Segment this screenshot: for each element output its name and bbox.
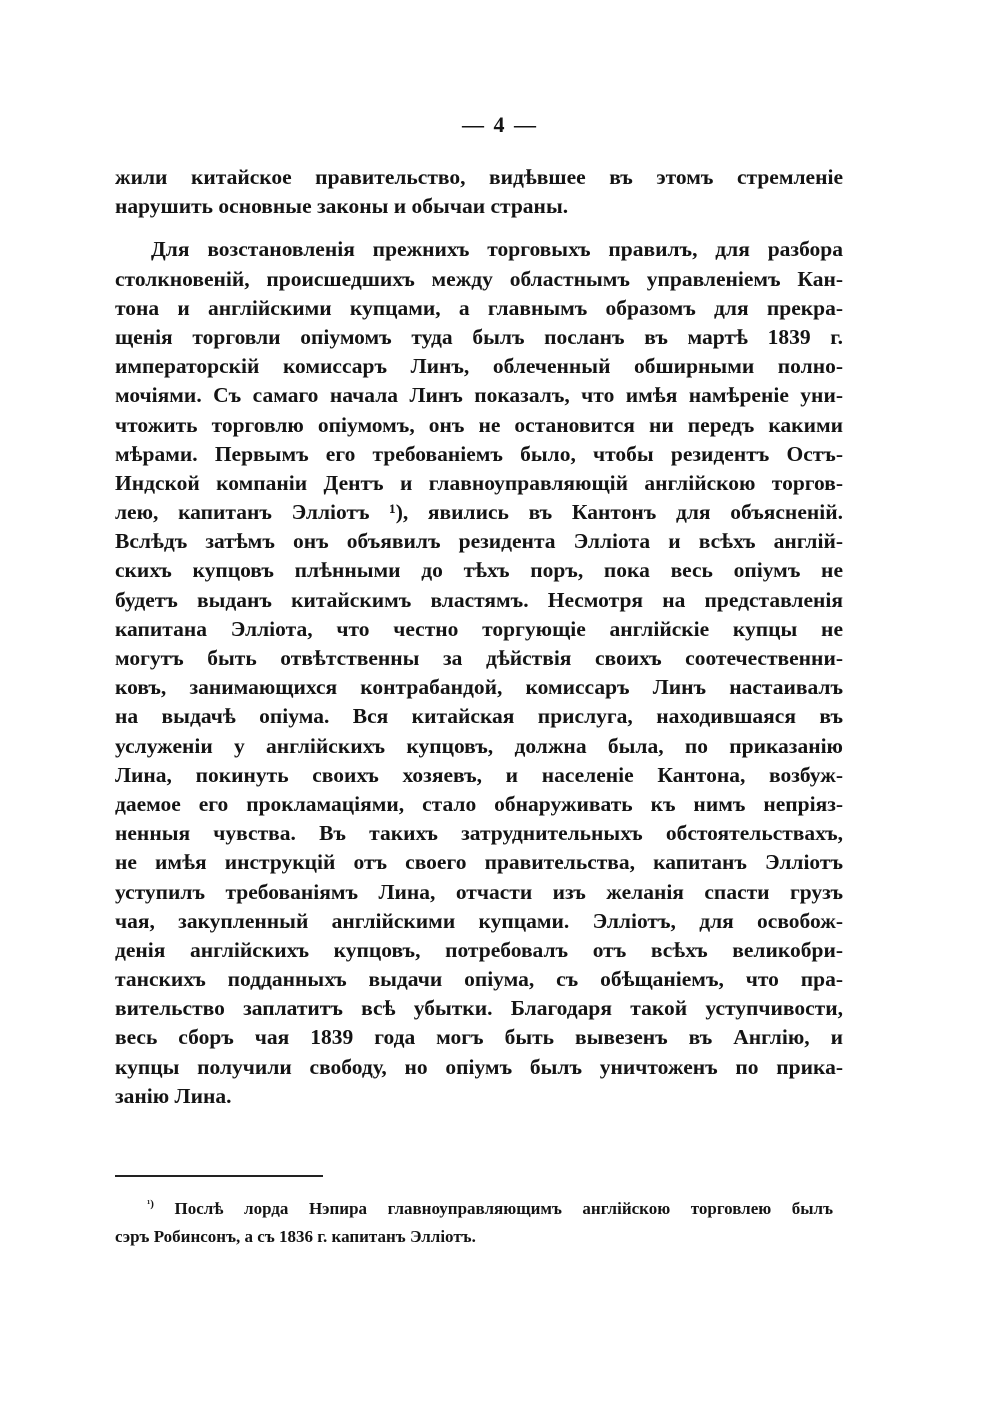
paragraph-2: [115, 235, 843, 1111]
text-line: весь сборъ чая 1839 года могъ быть вывезенъ въ Англію, и: [115, 1025, 843, 1050]
text-line: жили китайское правительство, видѣвшее въ этомъ стремленіе: [115, 165, 843, 189]
text-line: щенія торговли опіумомъ туда былъ посланъ въ мартѣ 1839 г.: [115, 324, 843, 349]
text-line: занію Лина.: [115, 1083, 232, 1108]
text-line: танскихъ подданныхъ выдачи опіума, съ обѣщаніемъ, что пра-: [115, 967, 843, 992]
text-line: тона и англійскими купцами, а главнымъ образомъ для прекра-: [115, 295, 843, 320]
text-line: денія англійскихъ купцовъ, потребовалъ отъ всѣхъ великобри-: [115, 937, 843, 962]
text-line: чтожить торговлю опіумомъ, онъ не остановится ни передъ какими: [115, 412, 843, 437]
text-line-with-footnote-ref: лею, капитанъ Эллiотъ ¹), явились въ Кантонъ для объясненій.: [115, 500, 843, 525]
footnote-text: Послѣ лорда Нэпира главноуправляющимъ англійскою торговлею былъ: [174, 1199, 833, 1218]
text-line: ковъ, занимающихся контрабандой, комиссаръ Линъ настаивалъ: [115, 675, 843, 700]
body-text: [115, 163, 843, 1111]
page-number: — 4 —: [462, 112, 538, 137]
text-line: нарушить основные законы и обычаи страны.: [115, 194, 569, 219]
text-line: Для возстановленія прежнихъ торговыхъ правилъ, для разбора: [151, 237, 843, 262]
text-line: на выдачѣ опіума. Вся китайская прислуга, находившаяся въ: [115, 704, 843, 729]
text-line: императорскій комиссаръ Линъ, облеченный обширными полно-: [115, 354, 843, 379]
paragraph-1: [115, 163, 843, 221]
footnote-line: [115, 1195, 833, 1223]
text-line: мочіями. Съ самаго начала Линъ показалъ, что имѣя намѣреніе уни-: [115, 383, 843, 408]
footnote: [115, 1195, 833, 1251]
footnote-separator-rule: [115, 1175, 323, 1177]
text-line: вительство заплатитъ всѣ убытки. Благодаря такой уступчивости,: [115, 996, 843, 1021]
text-line: мѣрами. Первымъ его требованіемъ было, чтобы резидентъ Остъ-: [115, 441, 843, 466]
text-line: услуженіи у англійскихъ купцовъ, должна была, по приказанію: [115, 733, 843, 758]
text-line: скихъ купцовъ плѣнными до тѣхъ поръ, пока весь опіумъ не: [115, 558, 843, 583]
text-line: будетъ выданъ китайскимъ властямъ. Несмотря на представленія: [115, 587, 843, 612]
text-line: не имѣя инструкцій отъ своего правительства, капитанъ Эллiотъ: [115, 850, 843, 875]
text-line: столкновеній, происшедшихъ между областнымъ управленіемъ Кан-: [115, 266, 843, 291]
text-line: чая, закупленный англійскими купцами. Эллiотъ, для освобож-: [115, 908, 843, 933]
text-line: ненныя чувства. Въ такихъ затруднительныхъ обстоятельствахъ,: [115, 821, 843, 846]
text-line: даемое его прокламаціями, стало обнаруживать къ нимъ непріяз-: [115, 791, 843, 816]
text-line: Лина, покинуть своихъ хозяевъ, и населеніе Кантона, возбуж-: [115, 762, 843, 787]
text-line: купцы получили свободу, но опіумъ былъ уничтоженъ по прика-: [115, 1054, 843, 1079]
text-line: могутъ быть отвѣтственны за дѣйствія своихъ соотечественни-: [115, 646, 843, 670]
footnote-line: сэръ Робинсонъ, а съ 1836 г. капитанъ Эллiотъ.: [115, 1227, 476, 1246]
footnote-marker: ¹): [147, 1198, 154, 1210]
text-line: уступилъ требованіямъ Лина, отчасти изъ желанія спасти грузъ: [115, 879, 843, 904]
text-line: капитана Эллiота, что честно торгующіе англійскіе купцы не: [115, 616, 843, 641]
text-line: Индской компаніи Дентъ и главноуправляющій англійскою торгов-: [115, 470, 843, 495]
text-line: Вслѣдъ затѣмъ онъ объявилъ резидента Эллiота и всѣхъ англій-: [115, 529, 843, 554]
